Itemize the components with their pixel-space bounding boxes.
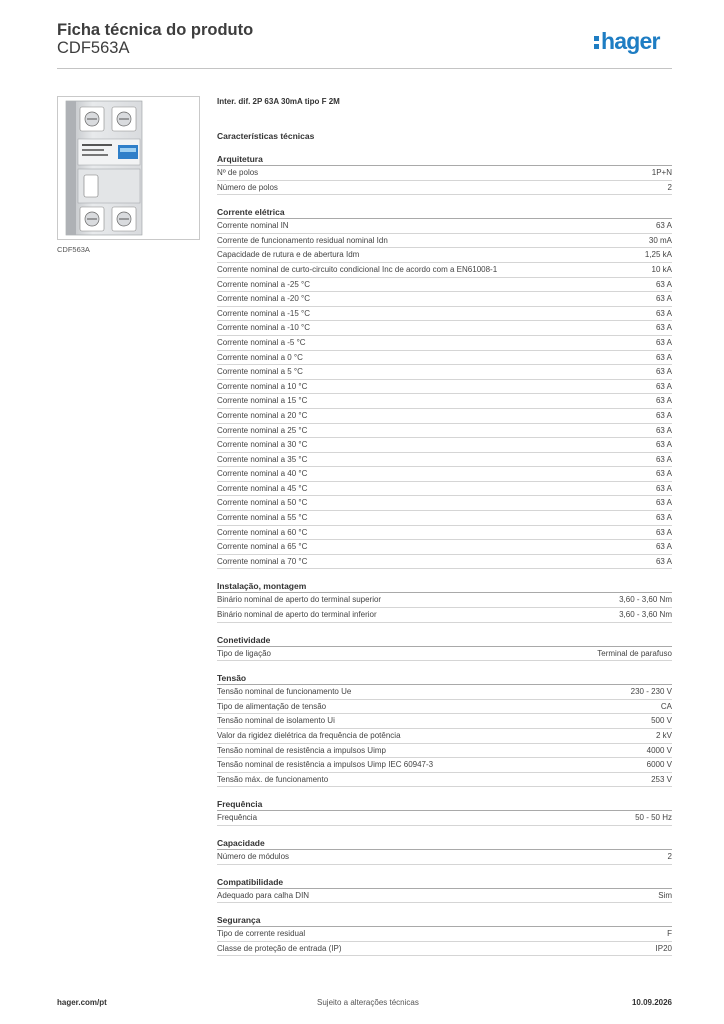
spec-label: Tipo de corrente residual <box>217 929 306 939</box>
spec-label: Corrente nominal a 50 °C <box>217 498 308 508</box>
group-title: Instalação, montagem <box>217 580 672 593</box>
spec-content <box>217 96 672 967</box>
spec-row <box>217 593 672 608</box>
spec-value: 63 A <box>655 469 672 479</box>
spec-value: 63 A <box>655 556 672 566</box>
spec-value: IP20 <box>655 943 672 953</box>
spec-label: Corrente nominal a -10 °C <box>217 323 311 333</box>
spec-label: Corrente nominal a -15 °C <box>217 308 311 318</box>
section-heading: Características técnicas <box>217 131 315 141</box>
spec-label: Corrente nominal a 5 °C <box>217 367 303 377</box>
spec-label: Valor da rigidez dielétrica da frequência de potência <box>217 731 401 740</box>
spec-value: 63 A <box>655 337 672 347</box>
spec-value: Terminal de parafuso <box>597 648 672 658</box>
spec-value: 63 A <box>655 425 672 435</box>
spec-row <box>217 278 672 293</box>
spec-group <box>217 914 672 956</box>
spec-value: 3,60 - 3,60 Nm <box>619 595 672 605</box>
spec-value: 63 A <box>655 513 672 523</box>
spec-label: Nº de polos <box>217 168 259 177</box>
footer-notice: Sujeito a alterações técnicas <box>317 998 419 1007</box>
image-caption: CDF563A <box>57 245 90 254</box>
spec-label: Corrente nominal a 25 °C <box>217 425 308 435</box>
group-title: Corrente elétrica <box>217 206 672 219</box>
spec-label: Tensão nominal de funcionamento Ue <box>217 687 352 697</box>
spec-value: 63 A <box>655 367 672 377</box>
spec-value: 50 - 50 Hz <box>635 813 672 823</box>
spec-label: Corrente nominal a 60 °C <box>217 527 308 537</box>
spec-value: 2 kV <box>655 731 672 740</box>
spec-value: 63 A <box>655 454 672 464</box>
spec-row <box>217 647 672 662</box>
spec-value: 1P+N <box>651 168 672 177</box>
spec-row <box>217 608 672 623</box>
spec-label: Corrente nominal a -25 °C <box>217 279 311 289</box>
spec-row <box>217 685 672 700</box>
spec-row <box>217 540 672 555</box>
spec-row <box>217 166 672 181</box>
spec-row <box>217 336 672 351</box>
spec-value: CA <box>660 701 672 711</box>
spec-row <box>217 927 672 942</box>
spec-value: 30 mA <box>648 235 672 245</box>
spec-value: 1,25 kA <box>644 250 672 260</box>
product-image <box>57 96 200 240</box>
spec-value: 6000 V <box>646 760 672 770</box>
spec-group <box>217 153 672 195</box>
group-title: Tensão <box>217 672 672 685</box>
spec-row <box>217 729 672 744</box>
spec-row <box>217 351 672 366</box>
spec-value: 63 A <box>655 440 672 450</box>
logo-dots-icon <box>594 32 600 50</box>
group-title: Capacidade <box>217 837 672 850</box>
spec-value: 63 A <box>655 221 672 231</box>
product-code: CDF563A <box>57 39 130 57</box>
logo-text: hager <box>601 28 660 54</box>
spec-label: Corrente nominal a 45 °C <box>217 483 308 493</box>
product-name: Inter. dif. 2P 63A 30mA tipo F 2M <box>217 97 340 106</box>
spec-label: Corrente nominal a 10 °C <box>217 381 308 391</box>
spec-group <box>217 672 672 787</box>
spec-value: 63 A <box>655 483 672 493</box>
spec-label: Tensão máx. de funcionamento <box>217 774 329 784</box>
spec-row <box>217 526 672 541</box>
spec-label: Corrente nominal a 30 °C <box>217 440 308 450</box>
group-title: Compatibilidade <box>217 876 672 889</box>
spec-group <box>217 837 672 865</box>
spec-value: 10 kA <box>651 264 672 274</box>
spec-row <box>217 219 672 234</box>
spec-row <box>217 714 672 729</box>
spec-row <box>217 424 672 439</box>
spec-group <box>217 206 672 569</box>
spec-value: 63 A <box>655 323 672 333</box>
spec-row <box>217 453 672 468</box>
spec-label: Número de polos <box>217 182 278 192</box>
spec-group <box>217 798 672 826</box>
group-title: Segurança <box>217 914 672 927</box>
spec-row <box>217 758 672 773</box>
spec-row <box>217 248 672 263</box>
spec-label: Corrente nominal IN <box>217 221 289 231</box>
spec-label: Corrente nominal a 65 °C <box>217 542 308 552</box>
spec-label: Corrente de funcionamento residual nominal Idn <box>217 235 388 245</box>
group-title: Conetividade <box>217 634 672 647</box>
spec-value: 230 - 230 V <box>630 687 672 697</box>
spec-row <box>217 850 672 865</box>
spec-label: Tensão nominal de resistência a impulsos Uimp <box>217 745 386 755</box>
spec-groups <box>217 153 672 956</box>
spec-row <box>217 482 672 497</box>
spec-value: 63 A <box>655 352 672 362</box>
spec-value: Sim <box>658 890 672 900</box>
spec-row <box>217 263 672 278</box>
spec-row <box>217 744 672 759</box>
spec-label: Tensão nominal de resistência a impulsos Uimp IEC 60947-3 <box>217 760 434 770</box>
group-title: Frequência <box>217 798 672 811</box>
footer-website: hager.com/pt <box>57 998 107 1007</box>
spec-row <box>217 307 672 322</box>
spec-value: F <box>667 929 672 939</box>
footer-date: 10.09.2026 <box>631 998 672 1007</box>
spec-label: Corrente nominal a 0 °C <box>217 352 303 362</box>
spec-row <box>217 292 672 307</box>
spec-label: Binário nominal de aperto do terminal inferior <box>217 610 377 620</box>
spec-row <box>217 438 672 453</box>
spec-row <box>217 942 672 957</box>
spec-row <box>217 394 672 409</box>
spec-row <box>217 811 672 826</box>
spec-label: Corrente nominal a 15 °C <box>217 396 308 406</box>
spec-group <box>217 580 672 622</box>
header-divider <box>57 68 672 69</box>
spec-value: 63 A <box>655 308 672 318</box>
spec-value: 253 V <box>651 774 672 784</box>
spec-row <box>217 496 672 511</box>
spec-label: Número de módulos <box>217 851 290 861</box>
spec-label: Corrente nominal a 55 °C <box>217 513 308 523</box>
spec-value: 63 A <box>655 381 672 391</box>
spec-value: 3,60 - 3,60 Nm <box>619 610 672 620</box>
spec-label: Corrente nominal a 40 °C <box>217 469 308 479</box>
spec-label: Binário nominal de aperto do terminal superior <box>217 595 382 605</box>
spec-value: 2 <box>667 851 672 861</box>
spec-row <box>217 889 672 904</box>
spec-label: Corrente nominal a 70 °C <box>217 556 308 566</box>
spec-label: Capacidade de rutura e de abertura Idm <box>217 250 360 260</box>
spec-value: 63 A <box>655 527 672 537</box>
spec-row <box>217 321 672 336</box>
spec-label: Corrente nominal de curto-circuito condicional Inc de acordo com a EN61008-1 <box>217 264 498 274</box>
spec-value: 2 <box>667 182 672 192</box>
spec-row <box>217 181 672 196</box>
spec-value: 63 A <box>655 498 672 508</box>
spec-label: Tipo de ligação <box>217 648 271 658</box>
spec-group <box>217 634 672 662</box>
spec-value: 63 A <box>655 279 672 289</box>
spec-row <box>217 234 672 249</box>
spec-value: 63 A <box>655 294 672 304</box>
spec-row <box>217 467 672 482</box>
spec-label: Corrente nominal a -20 °C <box>217 294 311 304</box>
spec-label: Tensão nominal de isolamento Ui <box>217 716 335 726</box>
spec-row <box>217 555 672 570</box>
spec-group <box>217 876 672 904</box>
spec-row <box>217 365 672 380</box>
spec-label: Frequência <box>217 813 258 823</box>
spec-label: Tipo de alimentação de tensão <box>217 701 327 711</box>
spec-value: 63 A <box>655 542 672 552</box>
spec-value: 4000 V <box>646 745 672 755</box>
spec-value: 500 V <box>651 716 672 726</box>
spec-row <box>217 773 672 788</box>
spec-row <box>217 380 672 395</box>
spec-value: 63 A <box>655 410 672 420</box>
spec-row <box>217 511 672 526</box>
spec-row <box>217 700 672 715</box>
group-title: Arquitetura <box>217 153 672 166</box>
spec-label: Adequado para calha DIN <box>217 890 310 900</box>
spec-label: Classe de proteção de entrada (IP) <box>217 943 342 953</box>
spec-value: 63 A <box>655 396 672 406</box>
spec-row <box>217 409 672 424</box>
spec-label: Corrente nominal a -5 °C <box>217 337 306 347</box>
hager-logo <box>594 28 660 55</box>
spec-label: Corrente nominal a 20 °C <box>217 410 308 420</box>
spec-label: Corrente nominal a 35 °C <box>217 454 308 464</box>
page-title: Ficha técnica do produto <box>57 21 254 39</box>
